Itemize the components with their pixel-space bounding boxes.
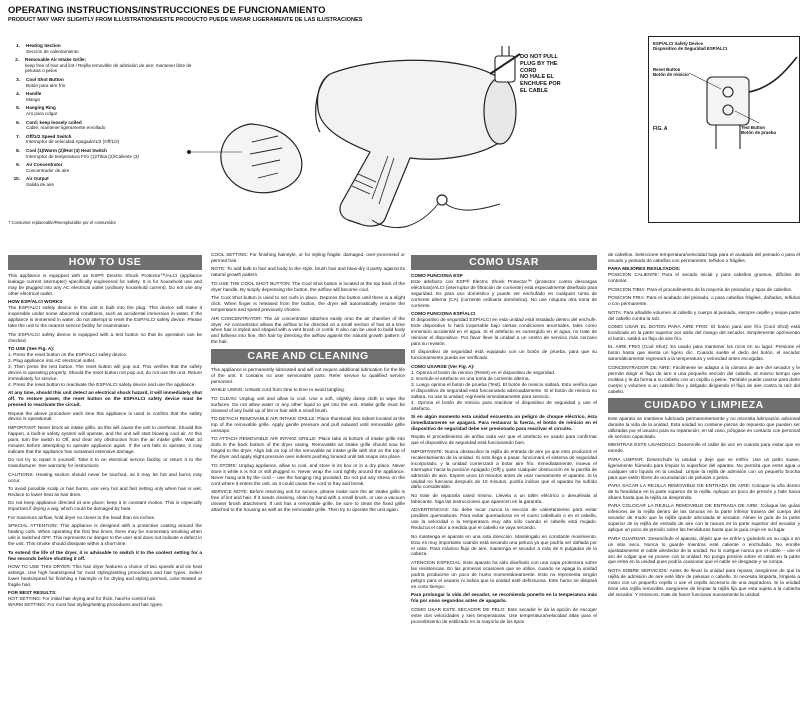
test-button-label: Test Button Botón de prueba (741, 125, 776, 136)
column-care: COOL SETTING: For finishing hairstyle, or for styling fragile, damaged, over-processed or permed hair. NOTE: To add bulk to hair and body to the style, brush hair and blow-dry it partly against its natural growth pattern. TO USE THE COOL SHOT BUTTON: The Cool Shot button is located at the top back of the dryer handle. By simply depressing the button, the airflow will become cool. The Cool Shot button is used to set curls in place. Depress the button until there is a slight click. When finger is released from the button, the dryer will automatically resume the temperature and speed previously chosen. AIR CONCENTRATOR: The air concentrator attaches easily onto the air chamber of the dryer. Air concentrator allows the airflow to be directed on a small section of hair at a time when hair is styled and shaped with a vent brush or comb. It also can be used to build body and fullness into fine, thin hair by directing the airflow against the natural growth pattern of the hair. CARE AND CLEANING This appliance is permanently lubricated and will not require additional lubrication for the life of the unit. It contains no user serviceable parts. Refer service to qualified service personnel. WHILE USING: Untwist cord from time to time to avoid tangling. TO CLEAN: Unplug unit and allow to cool. Use a soft, slightly damp cloth to wipe the surfaces. Do not allow water or any other liquid to get into the unit. Intake grille must be cleaned of any build-up of lint or hair with a small brush. TO DETACH REMOVABLE AIR INTAKE GRILLE: Place thumbnail into indent located at the top of the removable grille. Apply gentle pressure and pull outward until removable grille unsnaps. TO ATTACH REMOVABLE AIR INTAKE GRILLE: Place tabs at bottom of intake grille into slots in the back bottom of the dryer casing. Removable air intake grille should now be hinged to the dryer. Align tab on top of the removable air intake grille with slot on the top of the dryer and apply slight pressure over indents pushing forward until tab snaps into place. TO STORE: Unplug appliance, allow to cool, and store in its box or in a dry place. Never store it while it is hot or still plugged in. Never wrap the cord tightly around the appliance. Never hang unit by the cord -- use the hanging ring provided. Do not put any stress on the cord where it enters the unit, as it could cause the cord to fray and break. SERVICE NOTE: Before returning unit for service, please make sure the air intake grille is free of lint and hair. If it needs cleaning, clean by hand with a small brush, or use a vacuum cleaner brush attachment. If unit has a removable grille, be sure to clean the fixed grille attached to the housing as well as the removable grille. Then try to operate the unit again. (211, 253, 405, 513)
list-item: 6. Cord; keep loosely coiled Cable; mantener ligeramente enrollado (16, 119, 106, 131)
footnote: † Consumer replaceable/Reemplazable por el consumidor (8, 220, 117, 225)
list-item: 4. Handle Mango (16, 91, 42, 102)
page-subtitle: PRODUCT MAY VARY SLIGHTLY FROM ILLUSTRATIONS/ESTE PRODUCTO PUEDE VARIAR LIGERAMENTE DE LAS ILUSTRACIONES (8, 17, 363, 23)
list-item: 5. Hanging Ring Aro para colgar (16, 105, 58, 116)
section-banner-cuidado-y-limpieza: CUIDADO Y LIMPIEZA (608, 398, 800, 413)
figure-a-box (648, 36, 800, 223)
list-item: 8. Cool (1)/Warm (2)/Hot (3) Heat Switch Interruptor de temperatura Frío (1)/Tibia (2)/Caliente (3) (16, 147, 139, 159)
list-item: 2. Removable Air Intake Grille; keep free of hair and lint / Rejilla removible de admisión de aire; mantener libre de pelusas o pelos (15, 57, 192, 74)
list-item: 1. Heating Section Sección de calentamiento (16, 43, 79, 54)
warning-text: DO NOT PULL PLUG BY THE CORD NO HALE EL ENCHUFE POR EL CABLE (520, 54, 561, 94)
parts-list (8, 43, 208, 190)
plug-icon (649, 37, 799, 222)
list-item: 10. Air Output Salida de aire (13, 176, 55, 187)
page-title: OPERATING INSTRUCTIONS/INSTRUCCIONES DE FUNCIONAMIENTO (8, 4, 326, 15)
column-como-usar: COMO USAR COMO FUNCIONA ESP Este artefacto con ESP® Electric Shock Protector™ (protector contra descargas eléctricas)/ALCI (interruptor de filtración de corriente) está especialmente diseñado para seguridad. Es para uso doméstico y puede ser enchufado en cualquier toma de corriente alterna (CA) (corriente ordinaria doméstica). No use ninguna otra toma de corriente. COMO FUNCIONA ESP/ALCI El dispositivo de seguridad ESP/ALCI en esta unidad está instalado dentro del enchufe. Este dispositivo lo hará inoperable bajo ciertas condiciones anormales, tales como inmersión accidental en el agua. Si el artefacto es sumergido en el agua, no trate de reiniciar el dispositivo. Por favor lleve la unidad a un centro de servicio más cercano para su revisión. El dispositivo de seguridad está equipado con un botón de prueba, para que su funcionamiento pueda ser verificado. COMO USARSE (Ver Fig. A): 1. Oprima el botón de reinicio (Reset) en el dispositivo de seguridad. 2. Enchufe el artefacto en una toma de corriente alterna. 3. Luego oprima el botón de prueba (Test). El botón de reinicio saltará. Esto verifica que el dispositivo de seguridad está funcionando adecuadamente. Si el botón de reinicio no saltara, no use la unidad; regrésela inmediatamente para servicio. 4. Oprima el botón de reinicio para reactivar el dispositivo de seguridad y use el artefacto. Si en algún momento esta unidad encuentra un peligro de choque eléctrico, ésta inmediatamente se apagará. Para restaurar la fuerza, el botón de reinicio en el dispositivo de seguridad debe ser presionado para reactivar el circuito. Repita el procedimiento de arriba cada vez que el artefacto es usado para confirmar que el dispositivo de seguridad está funcionando bien. IMPORTANTE: Nunca obstaculice la rejilla de entrada de aire ya que esto producirá el recalentamiento de la unidad. Si esto llega a pasar, funcionará el sistema de seguridad incorporado, y la unidad comenzará a botar aire frío. Inmediatamente, mueva el interruptor hacia la posición Apagado (Off) y quite cualquier obstrucción en la parrilla de admisión de aire. Espere unos 10 minutos antes de usar nuevamente el aparato. Si la unidad no funciona después de 10 minutos, podría indicar que el aparato ha sufrido daño considerable. No trate de repararla usted mismo. Llévela a un taller eléctrico o devuélvala al fabricante. Siga las instrucciones que aparecen en la garantía. ADVERTENCIAS: No debe tocar nunca la sección de calentamiento para evitar posibles quemaduras. Para evitar quemaduras en el cuero cabelludo o en el cabello, use la velocidad o la temperatura muy alta sólo cuando el cabello está mojado. Reduzca el calor a medida que el cabello se vaya secando. No mantenga el aparato en una sola dirección. Manténgalo en constante movimiento. Esto es muy importante cuando está secando una peluca ya que podría ser dañada por el calor. Para máximo flujo de aire, mantenga el secador a más de 6 pulgadas de la cabeza. ATENCION ESPECIAL: Este aparato ha sido diseñado con una capa protectora sobre las resistencias. En las primeras ocasiones que se utilice, cuando se apaga la unidad podría producirse un poco de humo momentáneamente. Esto no representa ningún peligro para el usuario ni indica que la unidad esté defectuosa. Este humo se disipará en corto tiempo. Para prolongar la vida del secador, se recomienda ponerlo en la temperatura más fría por unos segundos antes de apagarlo. COMO USAR ESTE SECADOR DE PELO: Este secador le da la opción de escoger entre dos velocidades y seis temperaturas. Use temperatura/velocidad altas para el procedimiento de estilizado en la mayoría de los tipos (411, 256, 597, 625)
list-item: 3. Cool Shot Button Botón para aire frío (16, 76, 66, 88)
list-item: 9. Air Concentrator Concentrador de aire (16, 162, 70, 173)
figure-a-label: FIG. A (653, 126, 668, 132)
column-cuidado: de cabellos. Seleccione temperatura/velocidad baja para el acabado del peinado o para el secado y peinado de cabellos con permanente, teñidos o frágiles. PARA MEJORES RESULTADOS: POSICION CALIENTE: Para el secado inicial y para cabellos gruesos, difíciles de controlar. POSICION TIBIA: Para el procedimiento de la mayoría de peinados y tipos de cabellos. POSICION FRIA: Para el acabado del peinado, o para cabellos frágiles, dañados, teñidos o con permanente. NOTA: Para añadirle volumen al cabello y cuerpo al peinado, siempre cepille y seque parte del cabello contra la raíz. COMO USAR EL BOTON PARA AIRE FRIO: El botón para aire frío (Cool Shot) está localizado en la parte superior por atrás del mango del secador. Simplemente oprímiendo el botón, saldrá un flujo de aire frío. EL AIRE FRIO (Cool Shot): Es usado para mantener los rizos en su lugar. Presione el botón hasta que sienta un ligero clic. Cuando suelte el dedo del botón, el secador automáticamente regresará a la temperatura y velocidad antes escogidas. CONCENTRADOR DE AIRE: Fácilmente se adapta a la cámara de aire del secador y le permite dirigir el flujo de aire a una pequeña sección del cabello, al mismo tiempo que moldea y le da forma a su cabello con un cepillo o peine. También puede usarse para darle cuerpo y volumen a un cabello fino y delgado dirigiendo el flujo de aire contra la raíz del cabello. CUIDADO Y LIMPIEZA Este aparato se mantiene lubricado permanentemente y no necesita lubricación adicional durante la vida de la unidad. Esta unidad no contiene piezas de repuesto que pueden ser utilizadas por el usuario para su reparación; en tal caso, póngase en contacto con personal de servicio capacitado. MIENTRAS ESTE USANDOLO: Desenrolle el cable de vez en cuando para evitar que se enrede. PARA LIMPIAR: Desenchufe la unidad y deje que se enfríe. Use un paño suave, ligeramente húmedo para limpiar la superficie del aparato. No permita que entre agua o cualquier otro líquido en la unidad. Limpie la rejilla de admisión con un pequeño brocha para que estén libres de acumulación de pelusas o pelos. PARA SACAR LA REJILLA REMOVIBLE DE ENTRADA DE AIRE: Coloque la uña dentro de la hendidura en la parte superior de la rejilla. Aplique un poco de presión y hale hacia afuera hasta que la rejilla se desprenda. PARA COLOCAR LA REJILLA REMOVIBLE DE ENTRADA DE AIRE: Coloque las guías inferiores de la rejilla dentro de las ranuras en la parte inferior trasera del cuerpo del secador de modo que la rejilla quede articulada al secador. Alinee la guía de la parte superior de la rejilla de entrada de aire con la ranura en la parte superior del secador y aplique un poco de presión sobre las hendiduras hasta que la guía cruje en su lugar. PARA GUARDAR: Desenchufe el aparato, déjelo que se enfríe y guárdelo en su caja o en un sitio seco. Nunca lo guarde mientras esté caliente o enchufado. No enrolle ajustadamente el cable alrededor de la unidad. No lo cuelgue nunca por el cable -- use el aro de colgar que se provee con la unidad. No ponga presión sobre el cable en la parte que entra en la unidad pues podría ocasionar que el cable se desgaste y se rompa. NOTA SOBRE SERVICIOS: Antes de llevar la unidad para reparar, asegúrese de que la rejilla de admisión de aire esté libre de pelusas o cabello. Si necesita limpiarla, límpiela a mano con un pequeño cepillo o use el cepillo accesorio de una aspiradora. Si la unidad tiene una rejilla removible, asegúrese de limpiar la rejilla fija que esta sujeta a la cubierta del secador. Y entonces, trate de hacer funcionar nuevamente la unidad. (608, 253, 800, 598)
list-item: 7. Off/1/2 Speed Switch Interruptor de velocidad Apagado/1/2 (Off/1/2) (16, 133, 120, 145)
section-banner-how-to-use: HOW TO USE (8, 255, 202, 270)
column-how-to-use: HOW TO USE This appliance is equipped with an ESP® Electric Shock Protector™/ALCI (appliance leakage current interrupter) specifically engineered for safety. It is for household use and may be plugged into any AC electrical outlet (ordinary household current). Do not use any other electrical outlet. HOW ESP/ALCI WORKS The ESP/ALCI safety device in this unit is built into the plug. This device will make it inoperable under some abnormal conditions, such as accidental immersion in water. If the appliance is immersed in water, do not attempt to reset the ESP/ALCI safety device. Please take the unit to the nearest service facility for examination. The ESP/ALCI safety device is equipped with a test button so that its operation can be checked. TO USE (See Fig. A): 1. Press the reset button on the ESP/ALCI safety device. 2. Plug appliance into AC electrical outlet. 3. Then press the test button. The reset button will pop out. This verifies that the safety device is operating properly. Should the reset button not pop out, do not use the unit. Return immediately for service. 4. Press the reset button to reactivate the ESP/ALCI safety device and use the appliance. At any time, should this unit detect an electrical shock hazard, it will immediately shut off. To restore power, the reset button on the ESP/ALCI safety device must be pressed to reactivate the circuit. Repeat the above procedure each time this appliance is used to confirm that the safety device is operational. IMPORTANT: Never block air intake grille, as this will cause the unit to overheat. Should this happen, a built-in safety system will operate, and the unit will start blowing cool air. At this point, turn the switch to Off, and clear any obstruction from the air intake grille. Wait 10 minutes before attempting to operate appliance again. If the unit fails to operate, it may indicate that the appliance has sustained extensive damage. Do not try to repair it yourself. Take it to an electrical service facility, or return it to the manufacturer. See warranty for instructions. CAUTIONS: Heating section should never be touched, as it may be hot and burns may occur. To avoid possible scalp or hair burns, use very hot and fast setting only when hair is wet. Reduce to lower heat as hair dries. Do not keep appliance directed at one place; keep it in constant motion. This is especially important if drying a wig, which could be damaged by heat. For maximum airflow, hold dryer no closer to the head than six inches. SPECIAL ATTENTION: This appliance is designed with a protective coating around the heating coils. When operating the first few times, there may be momentary smoking when unit is switched OFF. This represents no danger to the user and does not indicate a defect in the unit. This smoke should dissipate within a short time. To extend the life of the dryer, it is advisable to switch it to the coolest setting for a few seconds before shutting it off. HOW TO USE THIS DRYER: This hair dryer features a choice of two speeds and six heat settings. Use high heats/speed for most styling/setting procedures and hair types. Select lower heats/speed for finishing a hairstyle or for drying and styling permed, color-treated or fragile hair. FOR BEST RESULTS: HOT SETTING: For initial hair drying and for thick, hard-to-control hair. WARM SETTING: For most hair styling/setting procedures and hair types. (8, 256, 203, 609)
section-banner-como-usar: COMO USAR (411, 255, 597, 270)
section-banner-care-and-cleaning: CARE AND CLEANING (211, 349, 405, 364)
reset-button-label: Reset Button Botón de reinicio (653, 67, 689, 78)
figure-a-title: ESP/ALCI Safety Device Dispositivo de Seguridad ESP/ALCI (653, 41, 728, 52)
